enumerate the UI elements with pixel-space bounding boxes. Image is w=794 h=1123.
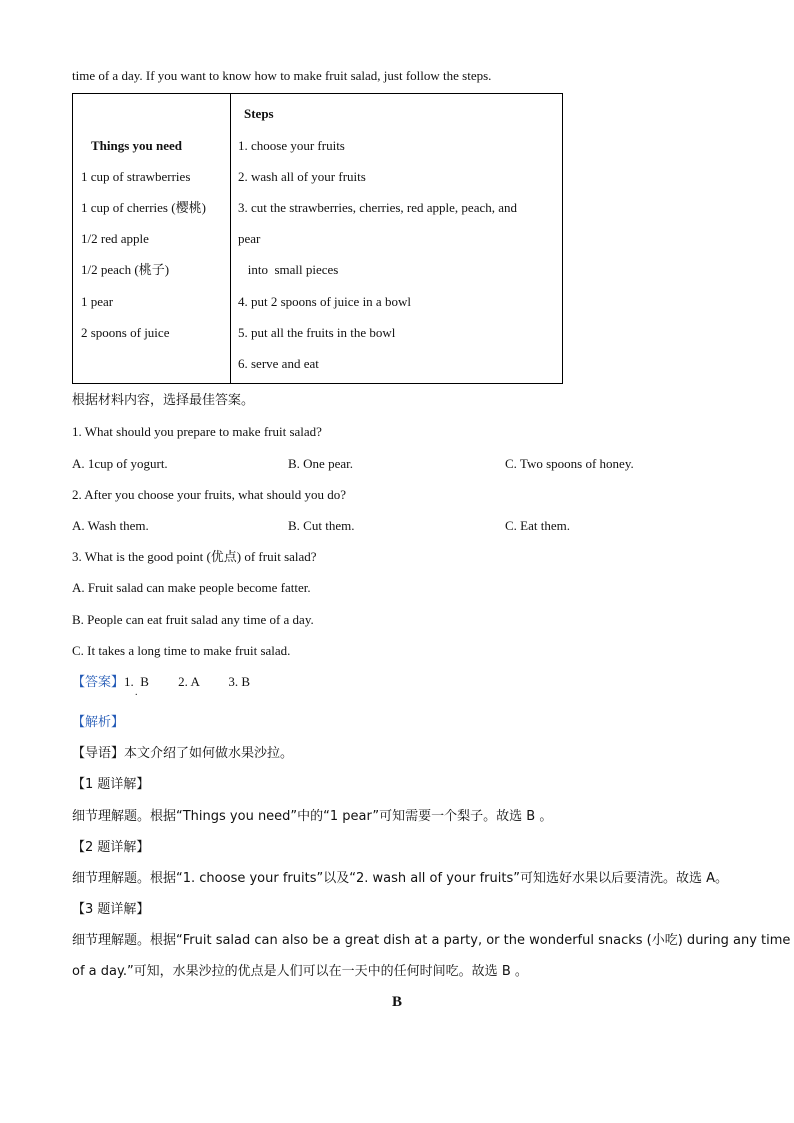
guide-label: 【导语】 — [72, 746, 125, 761]
instruction: 根据材料内容，选择最佳答案。 — [72, 393, 255, 408]
things-you-need-column — [73, 94, 231, 384]
analysis-label: 【解析】 — [72, 715, 125, 730]
step-item: 5. put all the fruits in the bowl — [238, 325, 396, 340]
question-2-option-a: A. Wash them. — [72, 518, 149, 533]
question-2-stem: 2. After you choose your fruits, what should you do? — [72, 487, 347, 502]
question-3-stem: 3. What is the good point (优点) of fruit salad? — [72, 549, 317, 564]
intro-line: time of a day. If you want to know how to make fruit salad, just follow the steps. — [72, 68, 492, 83]
step-item: into small pieces — [238, 262, 339, 277]
things-you-need-header: Things you need — [91, 138, 183, 153]
question-1-option-c: C. Two spoons of honey. — [505, 456, 634, 471]
question-2-option-b: B. Cut them. — [288, 518, 355, 533]
step-item: 6. serve and eat — [238, 356, 319, 371]
question-3-option-a: A. Fruit salad can make people become fatter. — [72, 580, 311, 595]
question-3-option-c: C. It takes a long time to make fruit salad. — [72, 643, 291, 658]
answer-dot: . — [135, 687, 138, 698]
ingredient-item: 1/2 red apple — [81, 231, 149, 246]
ingredient-item: 1 pear — [81, 294, 114, 309]
detail-2-label: 【2 题详解】 — [72, 840, 150, 855]
steps-column — [231, 94, 563, 384]
step-item: 4. put 2 spoons of juice in a bowl — [238, 294, 411, 309]
answer-line — [72, 673, 250, 692]
steps-header: Steps — [244, 106, 274, 121]
question-3-option-b: B. People can eat fruit salad any time of a day. — [72, 612, 314, 627]
question-1-stem: 1. What should you prepare to make fruit salad? — [72, 424, 322, 439]
ingredient-item: 2 spoons of juice — [81, 325, 170, 340]
step-item: pear — [238, 231, 261, 246]
step-item: 2. wash all of your fruits — [238, 169, 366, 184]
detail-3-text-line-1: 细节理解题。根据“Fruit salad can also be a great dish at a party, or the wonderful snacks (小吃) during any time — [72, 933, 791, 948]
detail-1-label: 【1 题详解】 — [72, 777, 150, 792]
answer-text: 1. B 2. A 3. B — [124, 674, 251, 689]
section-letter: B — [391, 994, 402, 1010]
detail-1-text: 细节理解题。根据“Things you need”中的“1 pear”可知需要一个梨子。故选 B 。 — [72, 809, 553, 824]
detail-2-text: 细节理解题。根据“1. choose your fruits”以及“2. wash all of your fruits”可知选好水果以后要清洗。故选 A。 — [72, 871, 728, 886]
detail-3-text-line-2: of a day.”可知，水果沙拉的优点是人们可以在一天中的任何时间吃。故选 B 。 — [72, 964, 528, 979]
step-item: 3. cut the strawberries, cherries, red apple, peach, and — [238, 200, 518, 215]
question-1-option-a: A. 1cup of yogurt. — [72, 456, 168, 471]
step-item: 1. choose your fruits — [238, 138, 345, 153]
question-1-option-b: B. One pear. — [288, 456, 353, 471]
question-2-option-c: C. Eat them. — [505, 518, 570, 533]
guide-text: 本文介绍了如何做水果沙拉。 — [124, 746, 294, 761]
ingredient-item: 1 cup of cherries (樱桃) — [81, 200, 206, 215]
ingredient-item: 1/2 peach (桃子) — [81, 262, 170, 277]
guide-line — [72, 745, 293, 763]
detail-3-label: 【3 题详解】 — [72, 902, 150, 917]
ingredient-item: 1 cup of strawberries — [81, 169, 191, 184]
fruit-salad-table — [72, 93, 563, 384]
answer-label: 【答案】 — [72, 675, 125, 690]
